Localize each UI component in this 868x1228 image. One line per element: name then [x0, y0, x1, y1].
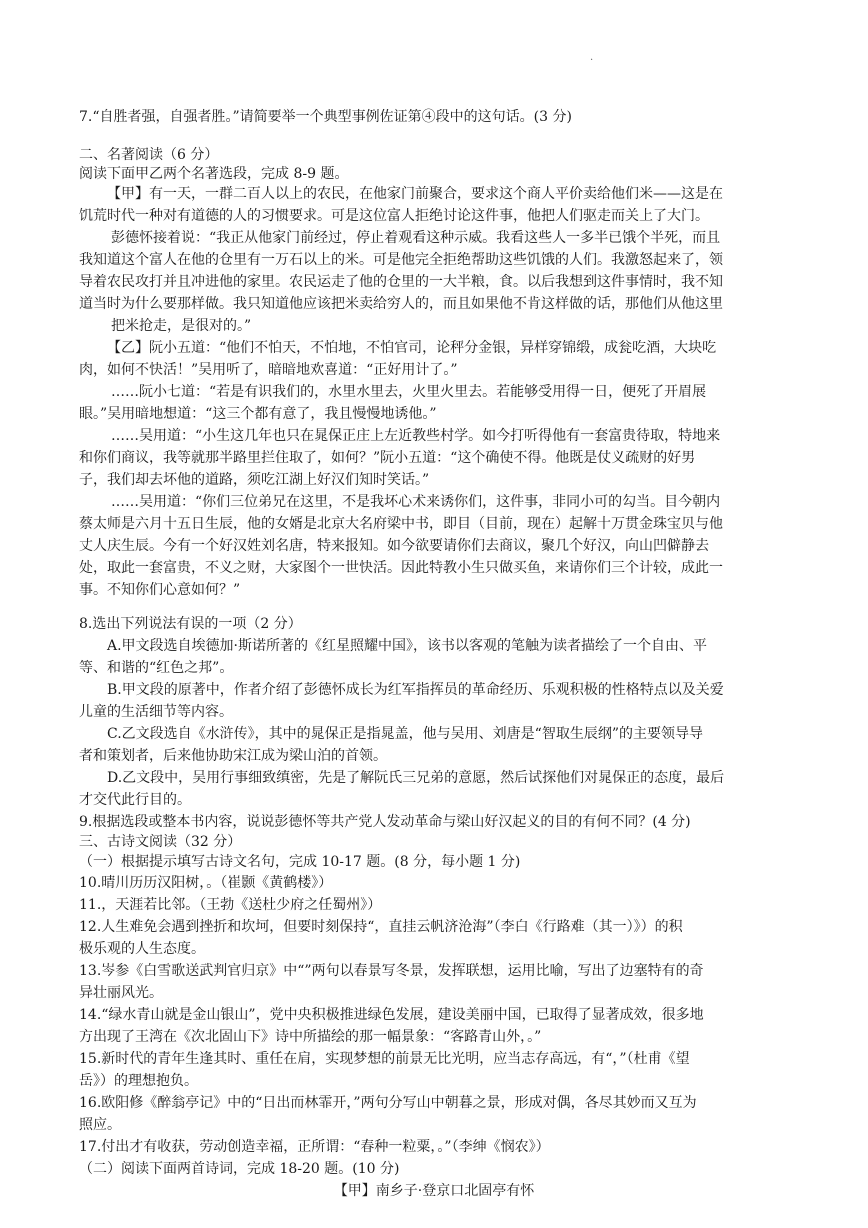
yi-line: 眼。”吴用暗地想道：“这三个都有意了，我且慢慢地诱他。” [79, 406, 437, 422]
yi-line: 事。不知你们心意如何？” [79, 582, 241, 598]
question-15: 岳》）的理想抱负。 [79, 1073, 198, 1089]
header-dot: . [590, 52, 594, 63]
yi-line: ……吴用道：“你们三位弟兄在这里，不是我坏心术来诱你们，这件事，非同小可的勾当。目今朝内 [111, 494, 721, 510]
question-17: 17.付出才有收获，劳动创造幸福，正所谓：“春种一粒粟，。”（李绅《悯农》） [79, 1139, 550, 1155]
jia-line: 道当时为什么要那样做。我只知道他应该把米卖给穷人的，而且如果他不肯这样做的话，那他们从他这里 [79, 296, 723, 312]
option-d: D.乙文段中，吴用行事细致缜密，先是了解阮氏三兄弟的意愿，然后试探他们对晁保正的态度，最后 [107, 770, 725, 786]
option-d: 才交代此行目的。 [79, 792, 191, 808]
option-b: 儿童的生活细节等内容。 [79, 704, 233, 720]
section-2-title: 二、名著阅读（6 分） [79, 147, 219, 163]
question-14: 方出现了王湾在《次北固山下》诗中所描绘的那一幅景象：“客路青山外，。” [79, 1029, 542, 1045]
yi-line: 子，我们却去坏他的道路，须吃江湖上好汉们知时笑话。” [79, 472, 430, 488]
jia-line: 导着农民攻打并且冲进他的家里。农民运走了他的仓里的一大半粮，食。以后我想到这件事情时，我不知 [79, 274, 723, 290]
section-3-part-1: （一）根据提示填写古诗文名句，完成 10-17 题。(8 分，每小题 1 分) [79, 854, 521, 870]
section-2-intro: 阅读下面甲乙两个名著选段，完成 8-9 题。 [79, 166, 349, 182]
question-13: 异壮丽风光。 [79, 985, 163, 1001]
jia-line: 【甲】有一天，一群二百人以上的农民，在他家门前聚合，要求这个商人平价卖给他们米——这是在 [107, 186, 723, 202]
question-12: 12.人生难免会遇到挫折和坎坷，但要时刻保持“，直挂云帆济沧海”（李白《行路难（其一）》）的积 [79, 919, 683, 935]
section-3-title: 三、古诗文阅读（32 分） [79, 834, 242, 850]
jia-line: 我知道这个富人在他的仓里有一万石以上的米。可是他完全拒绝帮助这些饥饿的人们。我激怒起来了，领 [79, 252, 723, 268]
yi-line: 丈人庆生辰。今有一个好汉姓刘名唐，特来报知。如今欲要请你们去商议，聚几个好汉，向山凹僻静去 [79, 538, 709, 554]
option-a: A.甲文段选自埃德加·斯诺所著的《红星照耀中国》，该书以客观的笔触为读者描绘了一个自由、平 [107, 638, 708, 654]
yi-line: 处，取此一套富贵，不义之财，大家图个一世快活。因此特教小生只做买鱼，来请你们三个计较，成此一 [79, 560, 723, 576]
question-8-stem: 8.选出下列说法有误的一项（2 分） [79, 616, 302, 632]
question-7: 7.“自胜者强，自强者胜。”请简要举一个典型事例佐证第④段中的这句话。(3 分) [79, 109, 572, 125]
question-12: 极乐观的人生态度。 [79, 941, 205, 957]
jia-line: 把米抢走，是很对的。” [111, 318, 252, 334]
yi-line: 肉，如何不快活！”吴用听了，暗暗地欢喜道：“正好用计了。” [79, 362, 458, 378]
question-9: 9.根据选段或整本书内容，说说彭德怀等共产党人发动革命与梁山好汉起义的目的有何不同？(4 分) [79, 814, 691, 830]
question-14: 14.“绿水青山就是金山银山”，党中央积极推进绿色发展，建设美丽中国，已取得了显著成效，很多地 [79, 1007, 704, 1023]
question-11: 11.，天涯若比邻。（王勃《送杜少府之任蜀州》） [79, 897, 382, 913]
question-16: 16.欧阳修《醉翁亭记》中的“日出而林霏开，”两句分写山中朝暮之景，形成对偶，各尽其妙而又互为 [79, 1095, 697, 1111]
poem-title: 【甲】南乡子·登京口北固亭有怀 [333, 1183, 535, 1199]
question-15: 15.新时代的青年生逢其时、重任在肩，实现梦想的前景无比光明，应当志存高远，有“，”（杜甫《望 [79, 1051, 690, 1067]
question-13: 13.岑参《白雪歌送武判官归京》中“”两句以春景写冬景，发挥联想，运用比喻，写出了边塞特有的奇 [79, 963, 704, 979]
option-c: C.乙文段选自《水浒传》，其中的晁保正是指晁盖，他与吴用、刘唐是“智取生辰纲”的主要领导导 [107, 726, 703, 742]
jia-line: 饥荒时代一种对有道德的人的习惯要求。可是这位富人拒绝讨论这件事，他把人们驱走而关上了大门。 [79, 208, 709, 224]
option-c: 者和策划者，后来他协助宋江成为梁山泊的首领。 [79, 748, 387, 764]
yi-line: ……吴用道：“小生这几年也只在晁保正庄上左近教些村学。如今打听得他有一套富贵待取，特地来 [111, 428, 721, 444]
question-10: 10.晴川历历汉阳树，。（崔颢《黄鹤楼》） [79, 875, 333, 891]
section-3-part-2: （二）阅读下面两首诗词，完成 18-20 题。(10 分) [79, 1161, 400, 1177]
yi-line: 和你们商议，我等就那半路里拦住取了，如何？”阮小五道：“这个确使不得。他既是仗义疏财的好男 [79, 450, 696, 466]
yi-line: 【乙】阮小五道：“他们不怕天，不怕地，不怕官司，论秤分金银，异样穿锦缎，成瓮吃酒，大块吃 [107, 340, 717, 356]
yi-line: ……阮小七道：“若是有识我们的，水里水里去，火里火里去。若能够受用得一日，便死了开眉展 [111, 384, 707, 400]
option-a: 等、和谐的“红色之邦”。 [79, 660, 234, 676]
yi-line: 蔡太师是六月十五日生辰，他的女婿是北京大名府梁中书，即目（目前，现在）起解十万贯金珠宝贝与他 [79, 516, 723, 532]
option-b: B.甲文段的原著中，作者介绍了彭德怀成长为红军指挥员的革命经历、乐观积极的性格特点以及关爱 [107, 682, 724, 698]
question-16: 照应。 [79, 1117, 121, 1133]
jia-line: 彭德怀接着说：“我正从他家门前经过，停止着观看这种示威。我看这些人一多半已饿个半死，而且 [111, 230, 721, 246]
